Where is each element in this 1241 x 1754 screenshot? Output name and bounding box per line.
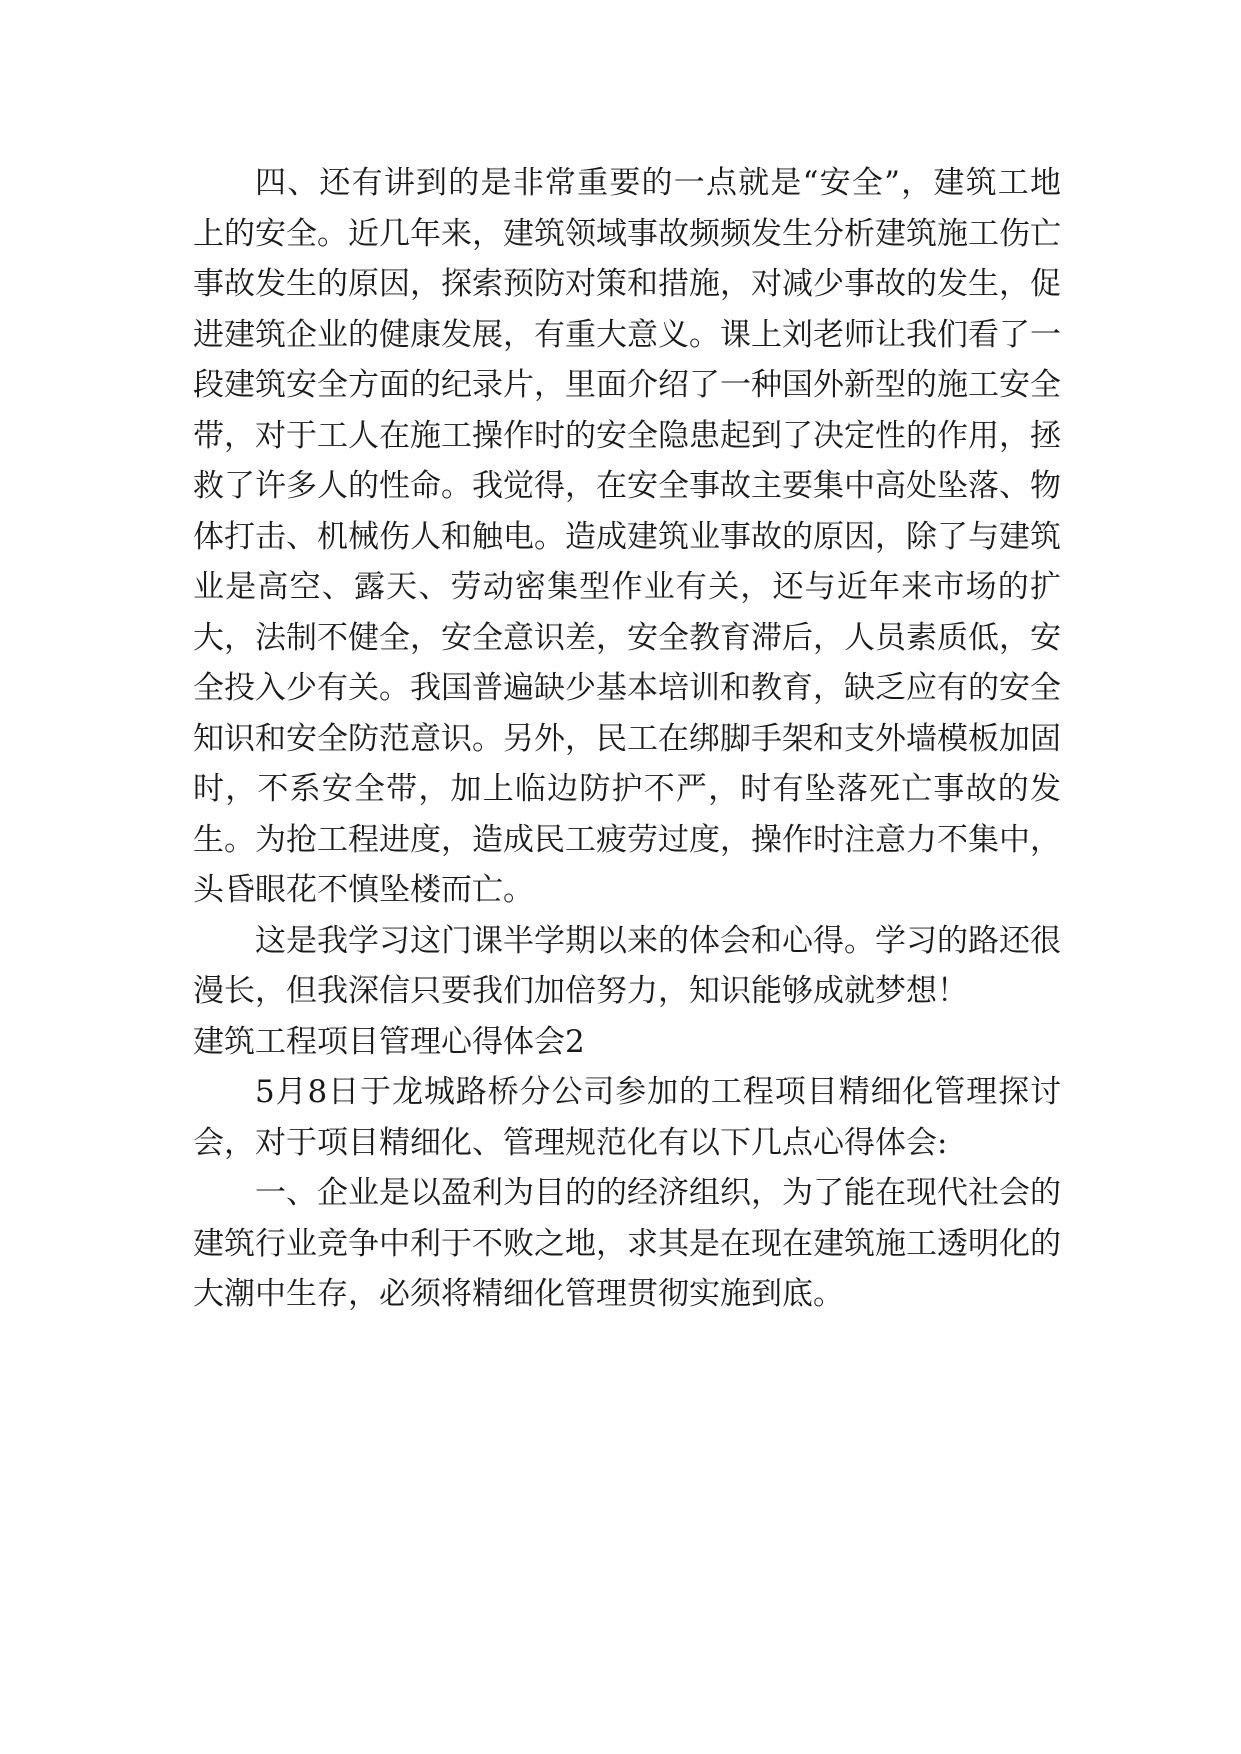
paragraph-meeting: 5月8日于龙城路桥分公司参加的工程项目精细化管理探讨会，对于项目精细化、管理规范化有以下几点心得体会: [193, 1074, 1061, 1161]
document-body [193, 158, 1061, 1320]
paragraph-safety: 四、还有讲到的是非常重要的一点就是“安全”，建筑工地上的安全。近几年来，建筑领域事故频频发生分析建筑施工伤亡事故发生的原因，探索预防对策和措施，对减少事故的发生，促进建筑企业的健康发展，有重大意义。课上刘老师让我们看了一段建筑安全方面的纪录片，里面介绍了一种国外新型的施工安全带，对于工人在施工操作时的安全隐患起到了决定性的作用，拯救了许多人的性命。我觉得，在安全事故主要集中高处坠落、物体打击、机械伤人和触电。造成建筑业事故的原因，除了与建筑业是高空、露天、劳动密集型作业有关，还与近年来市场的扩大，法制不健全，安全意识差，安全教育滞后，人员素质低，安全投入少有关。我国普遍缺少基本培训和教育，缺乏应有的安全知识和安全防范意识。另外，民工在绑脚手架和支外墙模板加固时，不系安全带，加上临边防护不严，时有坠落死亡事故的发生。为抢工程进度，造成民工疲劳过度，操作时注意力不集中，头昏眼花不慎坠楼而亡。 [193, 165, 1061, 908]
paragraph-enterprise: 一、企业是以盈利为目的的经济组织，为了能在现代社会的建筑行业竞争中利于不败之地，求其是在现在建筑施工透明化的大潮中生存，必须将精细化管理贯彻实施到底。 [193, 1175, 1061, 1312]
paragraph-conclusion: 这是我学习这门课半学期以来的体会和心得。学习的路还很漫长，但我深信只要我们加倍努力，知识能够成就梦想！ [193, 922, 1061, 1009]
section-title: 建筑工程项目管理心得体会2 [193, 1023, 585, 1060]
